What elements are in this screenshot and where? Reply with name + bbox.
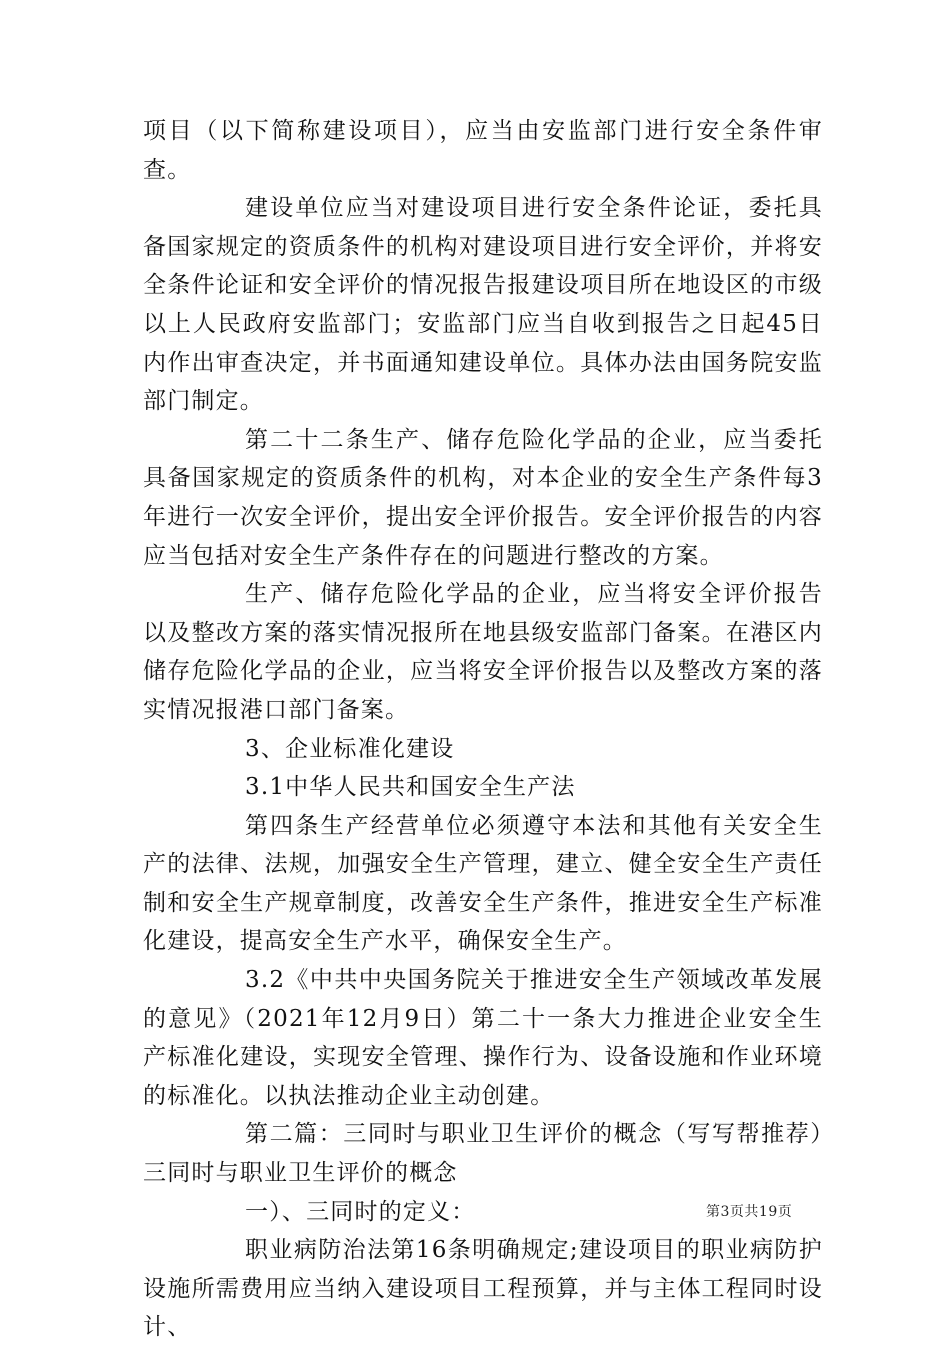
paragraph: 建设单位应当对建设项目进行安全条件论证，委托具备国家规定的资质条件的机构对建设项目进行安全评价，并将安全条件论证和安全评价的情况报告报建设项目所在地设区的市级以上人民政府安监部门；安监部门应当自收到报告之日起45日内作出审查决定，并书面通知建设单位。具体办法由国务院安监部门制定。 [143, 195, 823, 415]
section-heading: 3、企业标准化建设 [245, 735, 455, 762]
paragraph: 生产、储存危险化学品的企业，应当将安全评价报告以及整改方案的落实情况报所在地县级安监部门备案。在港区内储存危险化学品的企业，应当将安全评价报告以及整改方案的落实情况报港口部门备案。 [143, 581, 823, 723]
paragraph: 第四条生产经营单位必须遵守本法和其他有关安全生产的法律、法规，加强安全生产管理，建立、健全安全生产责任制和安全生产规章制度，改善安全生产条件，推进安全生产标准化建设，提高安全生产水平，确保安全生产。 [143, 812, 823, 955]
subsection-heading: 3.1中华人民共和国安全生产法 [245, 774, 576, 801]
document-body [143, 112, 823, 1347]
paragraph: 一）、三同时的定义： [245, 1198, 476, 1225]
paragraph: 3.2《中共中央国务院关于推进安全生产领域改革发展的意见》（2021年12月9日）第二十一条大力推进企业安全生产标准化建设，实现安全管理、操作行为、设备设施和作业环境的标准化。以执法推动企业主动创建。 [143, 967, 823, 1109]
page-number: 第3页共19页 [706, 1204, 793, 1220]
paragraph: 职业病防治法第16条明确规定;建设项目的职业病防护设施所需费用应当纳入建设项目工程预算，并与主体工程同时设计、 [143, 1237, 823, 1341]
paragraph: 项目（以下简称建设项目），应当由安监部门进行安全条件审查。 [143, 118, 823, 183]
paragraph: 第二十二条生产、储存危险化学品的企业，应当委托具备国家规定的资质条件的机构，对本企业的安全生产条件每3年进行一次安全评价，提出安全评价报告。安全评价报告的内容应当包括对安全生产条件存在的问题进行整改的方案。 [143, 426, 823, 569]
paragraph: 第二篇：三同时与职业卫生评价的概念（写写帮推荐）三同时与职业卫生评价的概念 [143, 1121, 823, 1187]
